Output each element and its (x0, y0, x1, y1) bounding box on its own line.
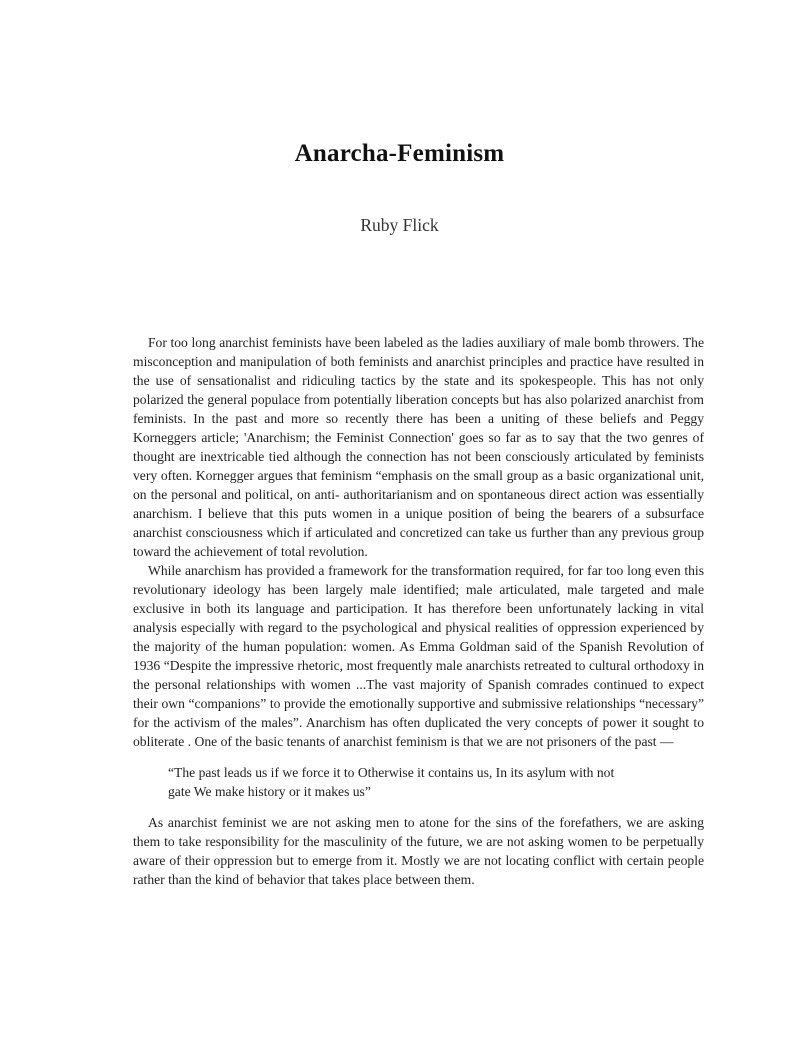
document-body (133, 333, 704, 889)
document-title: Anarcha-Feminism (294, 140, 505, 167)
closing-paragraph: As anarchist feminist we are not asking men to atone for the sins of the forefathers, we are asking them to take responsibility for the masculinity of the future, we are not asking women to be perpetually aware of their oppression but to emerge from it. Mostly we are not locating conflict with certain people rather than the kind of behavior that takes place between them. (133, 815, 704, 887)
body-paragraph: For too long anarchist feminists have been labeled as the ladies auxiliary of male bomb throwers. The misconception and manipulation of both feminists and anarchist principles and practice have resulted in the use of sensationalist and ridiculing tactics by the state and its spokespeople. This has not only polarized the general populace from potentially liberation concepts but has also polarized anarchist from feminists. In the past and more so recently there has been a uniting of these beliefs and Peggy Korneggers article; 'Anarchism; the Feminist Connection' goes so far as to say that the two genres of thought are inextricable tied although the connection has not been consciously articulated by feminists very often. Kornegger argues that feminism “emphasis on the small group as a basic organizational unit, on the personal and political, on anti- authoritarianism and on spontaneous direct action was essentially anarchism. I believe that this puts women in a unique position of being the bearers of a subsurface anarchist consciousness which if articulated and concretized can take us further than any previous group toward the achievement of total revolution. (133, 335, 704, 559)
poem-quote: “The past leads us if we force it to Otherwise it contains us, In its asylum with not gate We make history or it makes us” (168, 765, 615, 799)
body-paragraph: While anarchism has provided a framework for the transformation required, for far too long even this revolutionary ideology has been largely male identified; male articulated, male targeted and male exclusive in both its language and participation. It has therefore been unfortunately lacking in vital analysis especially with regard to the psychological and physical realities of oppression experienced by the majority of the human population: women. As Emma Goldman said of the Spanish Revolution of 1936 “Despite the impressive rhetoric, most frequently male anarchists retreated to cultural orthodoxy in the personal relationships with women ...The vast majority of Spanish comrades continued to expect their own “companions” to provide the emotionally supportive and submissive relationships “necessary” for the activism of the males”. Anarchism has often duplicated the very concepts of power it sought to obliterate . One of the basic tenants of anarchist feminism is that we are not prisoners of the past — (133, 563, 704, 749)
author-name: Ruby Flick (360, 215, 439, 235)
